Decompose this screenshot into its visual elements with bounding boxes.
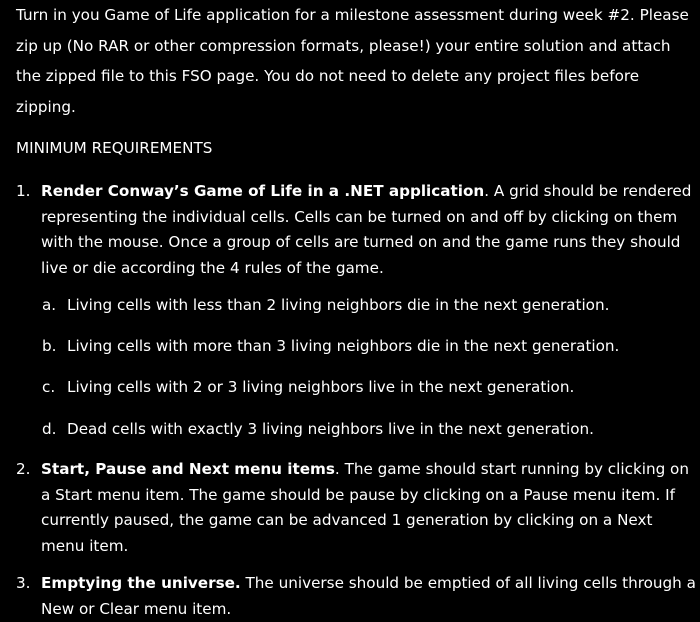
rule-text: Living cells with 2 or 3 living neighbors live in the next generation. (67, 378, 575, 396)
rule-letter: d. (42, 420, 57, 438)
rule-letter: a. (42, 296, 57, 314)
rule-item-c (42, 375, 692, 400)
requirement-item-2 (16, 457, 700, 559)
rule-item-a (42, 293, 692, 318)
rule-letter: c. (42, 378, 56, 396)
rule-item-b (42, 334, 692, 359)
item-number: 3. (16, 574, 31, 592)
item-number: 1. (16, 182, 31, 200)
item-text: . The game should start running by clicking on a Start menu item. The game should be pause by clicking on a Pause menu item. If currently paused, the game can be advanced 1 generation by clicking on a Next menu item. (41, 460, 689, 555)
rule-item-d (42, 417, 692, 442)
item-title: Emptying the universe. (41, 574, 241, 592)
rule-text: Living cells with more than 3 living neighbors die in the next generation. (67, 337, 620, 355)
item-number: 2. (16, 460, 31, 478)
item-title: Start, Pause and Next menu items (41, 460, 335, 478)
rule-letter: b. (42, 337, 57, 355)
item-text: . A grid should be rendered representing the individual cells. Cells can be turned on and off by clicking on them with the mouse. Once a group of cells are turned on and the game runs they should live or die according the 4 rules of the game. (41, 182, 692, 277)
intro-paragraph: Turn in you Game of Life application for a milestone assessment during week #2. Please zip up (No RAR or other compression formats, please!) your entire solution and attach the zipped file to this FSO page. You do not need to delete any project files before zipping. (16, 6, 689, 116)
rule-text: Living cells with less than 2 living neighbors die in the next generation. (67, 296, 610, 314)
requirement-item-3 (16, 571, 700, 622)
section-heading: MINIMUM REQUIREMENTS (16, 139, 213, 157)
requirement-item-1 (16, 179, 700, 281)
rule-text: Dead cells with exactly 3 living neighbors live in the next generation. (67, 420, 594, 438)
item-title: Render Conway’s Game of Life in a .NET application (41, 182, 485, 200)
item-text: The universe should be emptied of all living cells through a New or Clear menu item. (41, 574, 696, 618)
